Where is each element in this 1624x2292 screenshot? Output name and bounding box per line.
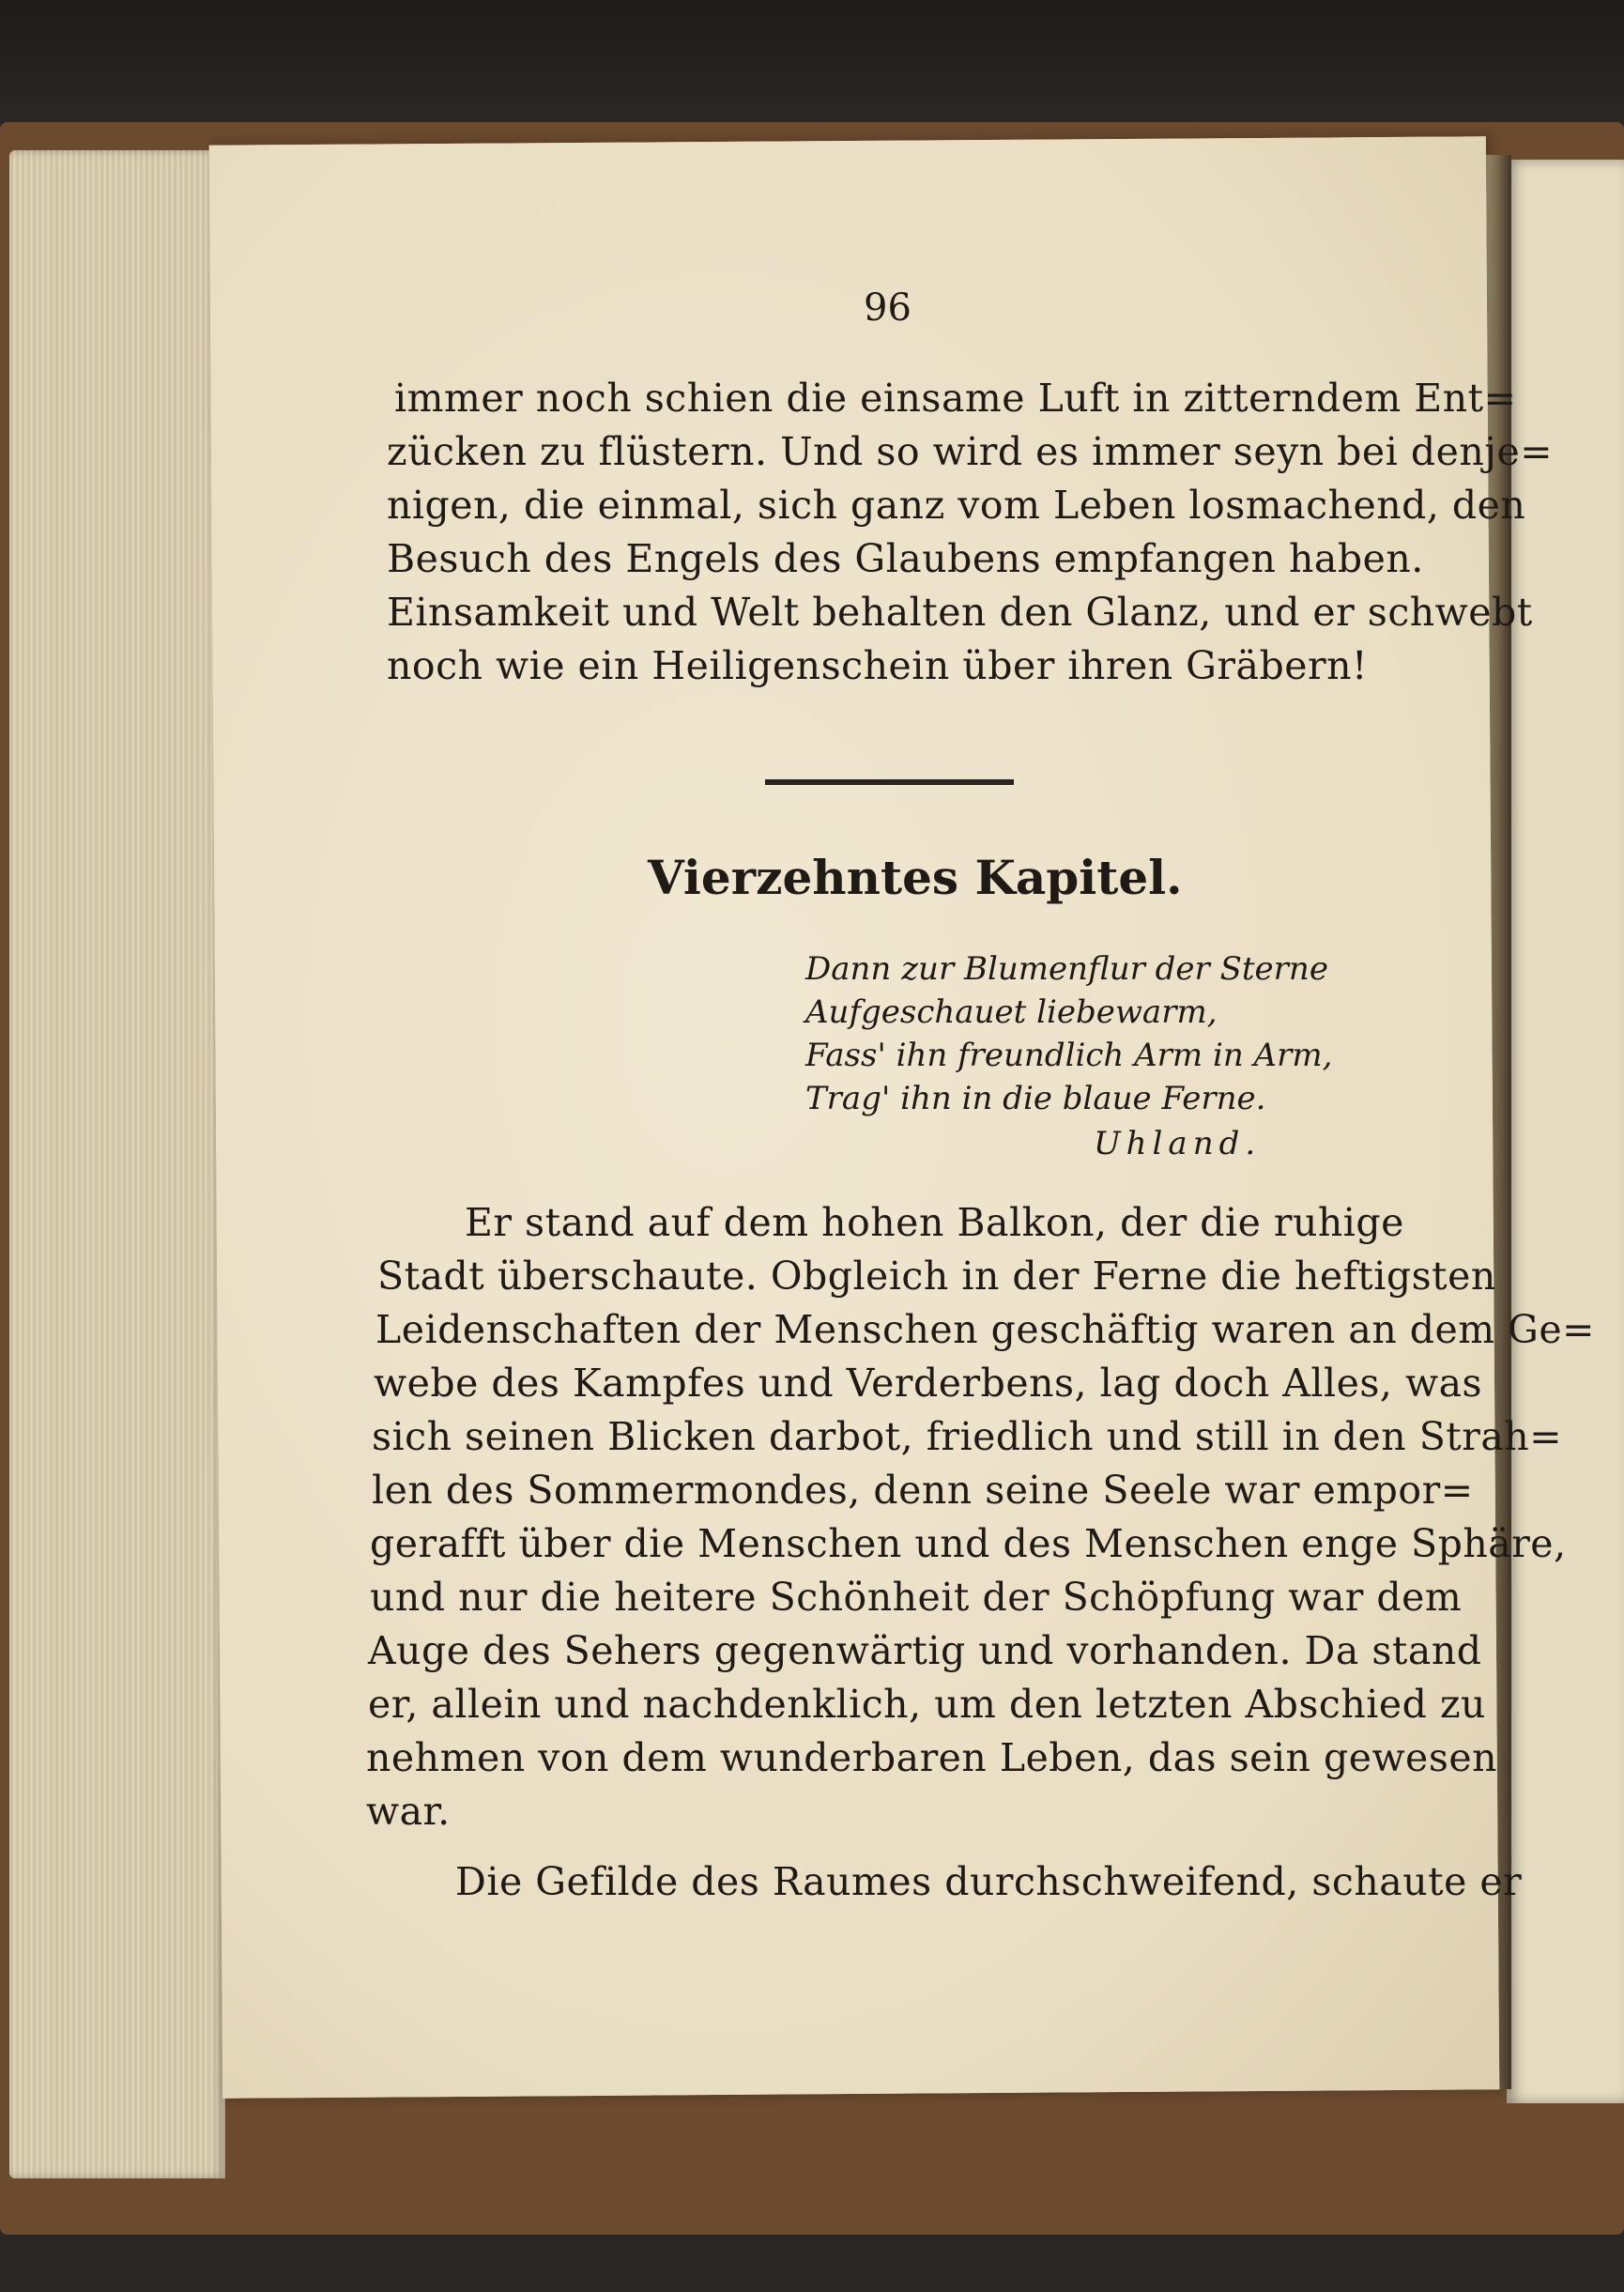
chapter-title: Vierzehntes Kapitel. bbox=[648, 850, 1183, 905]
paragraph-line: len des Sommermondes, denn seine Seele war empor= bbox=[372, 1468, 1474, 1513]
section-divider bbox=[765, 779, 1014, 785]
motto-line: Fass' ihn freundlich Arm in Arm, bbox=[805, 1037, 1333, 1074]
paragraph-line: er, allein und nachdenklich, um den letzten Abschied zu bbox=[368, 1682, 1486, 1727]
motto-line: Dann zur Blumenflur der Sterne bbox=[805, 950, 1328, 988]
paragraph-line: Einsamkeit und Welt behalten den Glanz, und er schwebt bbox=[387, 590, 1533, 635]
motto-line: Aufgeschauet liebewarm, bbox=[805, 993, 1218, 1031]
paragraph-line: nehmen von dem wunderbaren Leben, das sein gewesen bbox=[366, 1735, 1498, 1780]
last-line: Die Gefilde des Raumes durchschweifend, schaute er bbox=[455, 1859, 1523, 1904]
page-edges bbox=[9, 150, 225, 2178]
paragraph-line: Auge des Sehers gegenwärtig und vorhanden. Da stand bbox=[368, 1628, 1482, 1673]
paragraph-line: Besuch des Engels des Glaubens empfangen haben. bbox=[387, 536, 1424, 581]
motto-author: Uhland. bbox=[1094, 1125, 1262, 1162]
paragraph-line: Leidenschaften der Menschen geschäftig waren an dem Ge= bbox=[375, 1307, 1596, 1352]
motto-line: Trag' ihn in die blaue Ferne. bbox=[805, 1080, 1266, 1117]
paragraph-line: Stadt überschaute. Obgleich in der Ferne die heftigsten bbox=[377, 1254, 1496, 1299]
paragraph-line: immer noch schien die einsame Luft in zitterndem Ent= bbox=[394, 376, 1517, 421]
paragraph-line: Er stand auf dem hohen Balkon, der die ruhige bbox=[465, 1200, 1404, 1245]
paragraph-line: sich seinen Blicken darbot, friedlich und still in den Strah= bbox=[372, 1414, 1563, 1459]
paragraph-line: webe des Kampfes und Verderbens, lag doch Alles, was bbox=[374, 1361, 1483, 1406]
paragraph-line: gerafft über die Menschen und des Menschen enge Sphäre, bbox=[370, 1521, 1567, 1566]
paragraph-line: und nur die heitere Schönheit der Schöpfung war dem bbox=[370, 1575, 1463, 1620]
paragraph-line: zücken zu flüstern. Und so wird es immer seyn bei denje= bbox=[387, 429, 1554, 474]
page-number: 96 bbox=[864, 286, 912, 330]
paragraph-line: noch wie ein Heiligenschein über ihren Gräbern! bbox=[387, 643, 1368, 688]
paragraph-line: war. bbox=[366, 1789, 451, 1834]
paragraph-line: nigen, die einmal, sich ganz vom Leben losmachend, den bbox=[387, 483, 1526, 528]
